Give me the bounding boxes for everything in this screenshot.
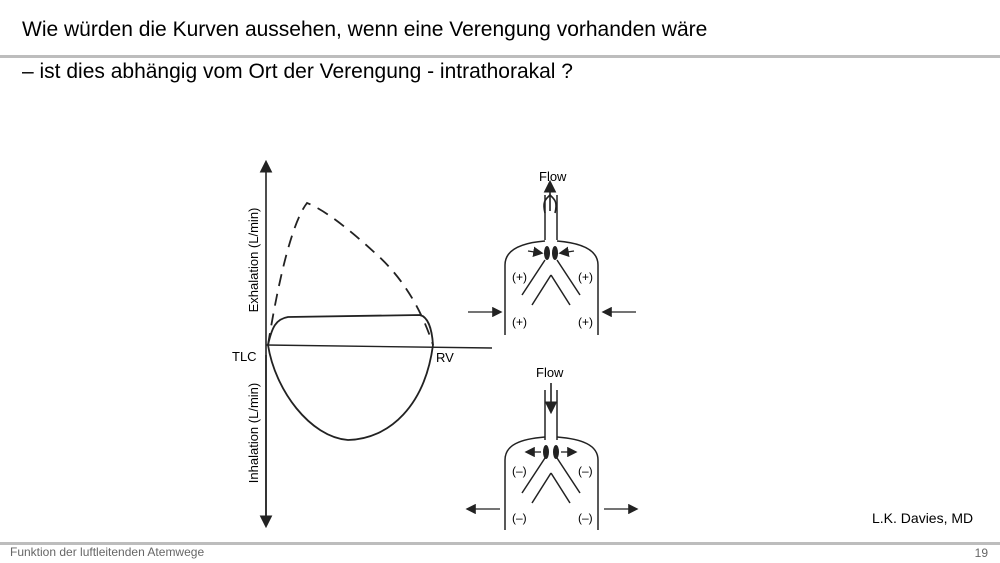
- x-axis: [266, 345, 492, 348]
- flow-volume-figure: [230, 155, 660, 535]
- bronchi-right: [551, 260, 580, 305]
- y-axis-label-inhalation: Inhalation (L/min): [246, 382, 261, 484]
- inhalation-curve: [268, 345, 433, 440]
- flow-volume-loop: [232, 163, 492, 525]
- compression-arrow-left: [528, 251, 541, 253]
- pressure-label: (–): [578, 464, 593, 478]
- narrowing-left: [543, 445, 549, 459]
- narrowing-right: [552, 246, 558, 260]
- x-label-rv: RV: [436, 350, 454, 365]
- y-axis-label-exhalation: Exhalation (L/min): [246, 207, 261, 313]
- narrowing-right: [553, 445, 559, 459]
- compression-arrow-right: [561, 251, 574, 253]
- flow-label-top: Flow: [539, 169, 567, 184]
- bronchi-right: [551, 458, 580, 503]
- pressure-label: (–): [578, 511, 593, 525]
- x-label-tlc: TLC: [232, 349, 257, 364]
- image-credit: L.K. Davies, MD: [872, 510, 974, 526]
- normal-exhalation-curve: [268, 203, 433, 345]
- pressure-label: (–): [512, 464, 527, 478]
- page-number: 19: [974, 546, 988, 560]
- slide-subtitle: – ist dies abhängig vom Ort der Verengung - intrathorakal ?: [22, 60, 573, 83]
- flow-label-bottom: Flow: [536, 365, 564, 380]
- pressure-label: (+): [578, 270, 593, 284]
- title-divider: [0, 55, 1000, 58]
- narrowing-left: [544, 246, 550, 260]
- obstructed-exhalation-curve: [268, 315, 433, 345]
- pressure-label: (–): [512, 511, 527, 525]
- pressure-label: (+): [578, 315, 593, 329]
- footer-text: Funktion der luftleitenden Atemwege: [10, 545, 205, 559]
- airway-diagram-inhalation: [468, 365, 636, 530]
- pressure-label: (+): [512, 270, 527, 284]
- slide-title: Wie würden die Kurven aussehen, wenn eine Verengung vorhanden wäre: [22, 18, 708, 41]
- pressure-label: (+): [512, 315, 527, 329]
- airway-diagram-exhalation: [468, 169, 636, 335]
